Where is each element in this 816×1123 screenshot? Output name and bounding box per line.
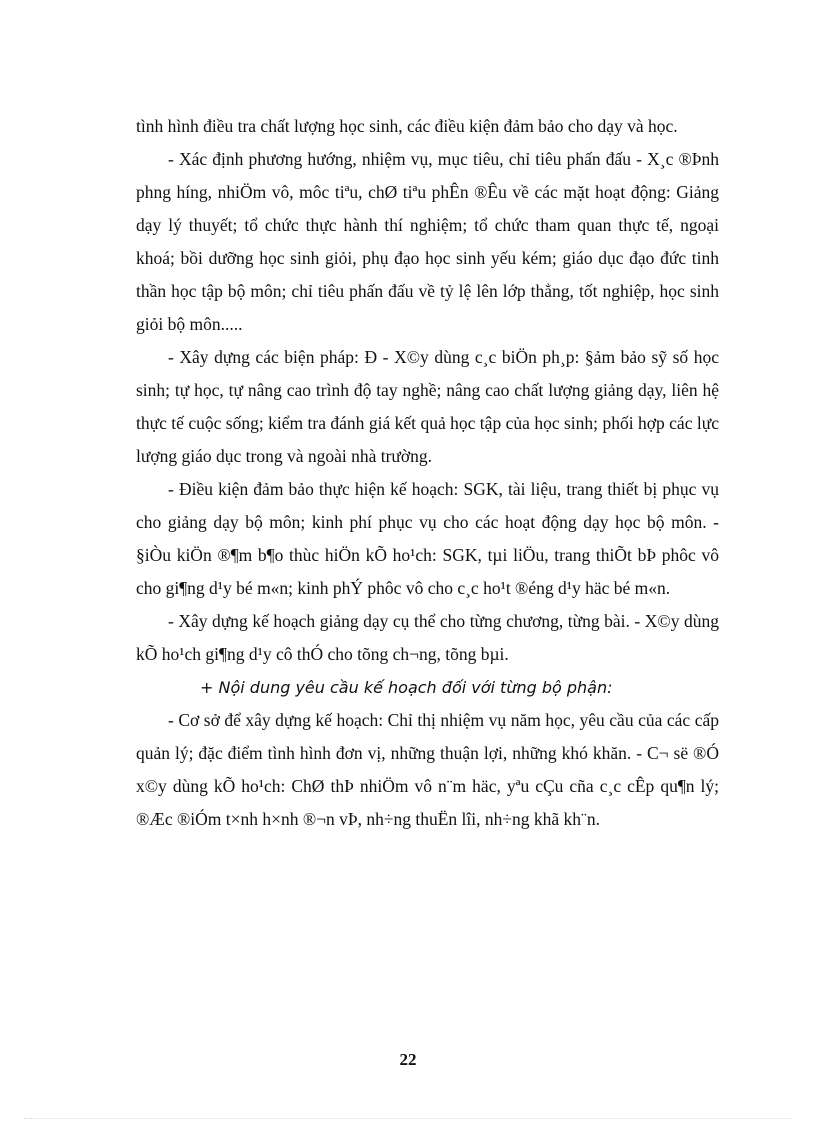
document-body xyxy=(136,110,719,836)
paragraph: - Điều kiện đảm bảo thực hiện kế hoạch: SGK, tài liệu, trang thiết bị phục vụ cho giảng dạy bộ môn; kinh phí phục vụ cho các hoạt động dạy học bộ môn. - §iÒu kiÖn ®¶m b¶o thùc hiÖn kÕ ho¹ch: SGK, tµi liÖu, trang thiÕt bÞ phôc vô cho gi¶ng d¹y bé m«n; kinh phÝ phôc vô cho c¸c ho¹t ®éng d¹y häc bé m«n. xyxy=(136,479,719,598)
paragraph: tình hình điều tra chất lượng học sinh, các điều kiện đảm bảo cho dạy và học. xyxy=(136,116,678,136)
paragraph: - Xây dựng kế hoạch giảng dạy cụ thể cho từng chương, từng bài. - X©y dùng kÕ ho¹ch gi¶ng d¹y cô thÓ cho tõng ch¬ng, tõng bµi. xyxy=(136,611,719,664)
paragraph: - Xây dựng các biện pháp: Đ - X©y dùng c¸c biÖn ph¸p: §ảm bảo sỹ số học sinh; tự học, tự nâng cao trình độ tay nghề; nâng cao chất lượng giảng dạy, liên hệ thực tế cuộc sống; kiểm tra đánh giá kết quả học tập của học sinh; phối hợp các lực lượng giáo dục trong và ngoài nhà trường. xyxy=(136,347,719,466)
page-divider xyxy=(24,1118,792,1119)
page-number: 22 xyxy=(399,1050,417,1069)
paragraph: - Xác định phương hướng, nhiệm vụ, mục tiêu, chỉ tiêu phấn đấu - X¸c ®Þnh phng híng, nhiÖm vô, môc tiªu, chØ tiªu phÊn ®Êu về các mặt hoạt động: Giảng dạy lý thuyết; tổ chức thực hành thí nghiệm; tổ chức tham quan thực tế, ngoại khoá; bồi dưỡng học sinh giỏi, phụ đạo học sinh yếu kém; giáo dục đạo đức tinh thần học tập bộ môn; chỉ tiêu phấn đấu về tỷ lệ lên lớp thẳng, tốt nghiệp, học sinh giỏi bộ môn..... xyxy=(136,149,719,334)
paragraph: - Cơ sở để xây dựng kế hoạch: Chỉ thị nhiệm vụ năm học, yêu cầu của các cấp quản lý; đặc điểm tình hình đơn vị, những thuận lợi, những khó khăn. - C¬ së ®Ó x©y dùng kÕ ho¹ch: ChØ thÞ nhiÖm vô n¨m häc, yªu cÇu cña c¸c cÊp qu¶n lý; ®Æc ®iÓm t×nh h×nh ®¬n vÞ, nh÷ng thuËn lîi, nh÷ng khã kh¨n. xyxy=(136,710,719,829)
section-subheading: + Nội dung yêu cầu kế hoạch đối với từng bộ phận: xyxy=(200,678,613,697)
